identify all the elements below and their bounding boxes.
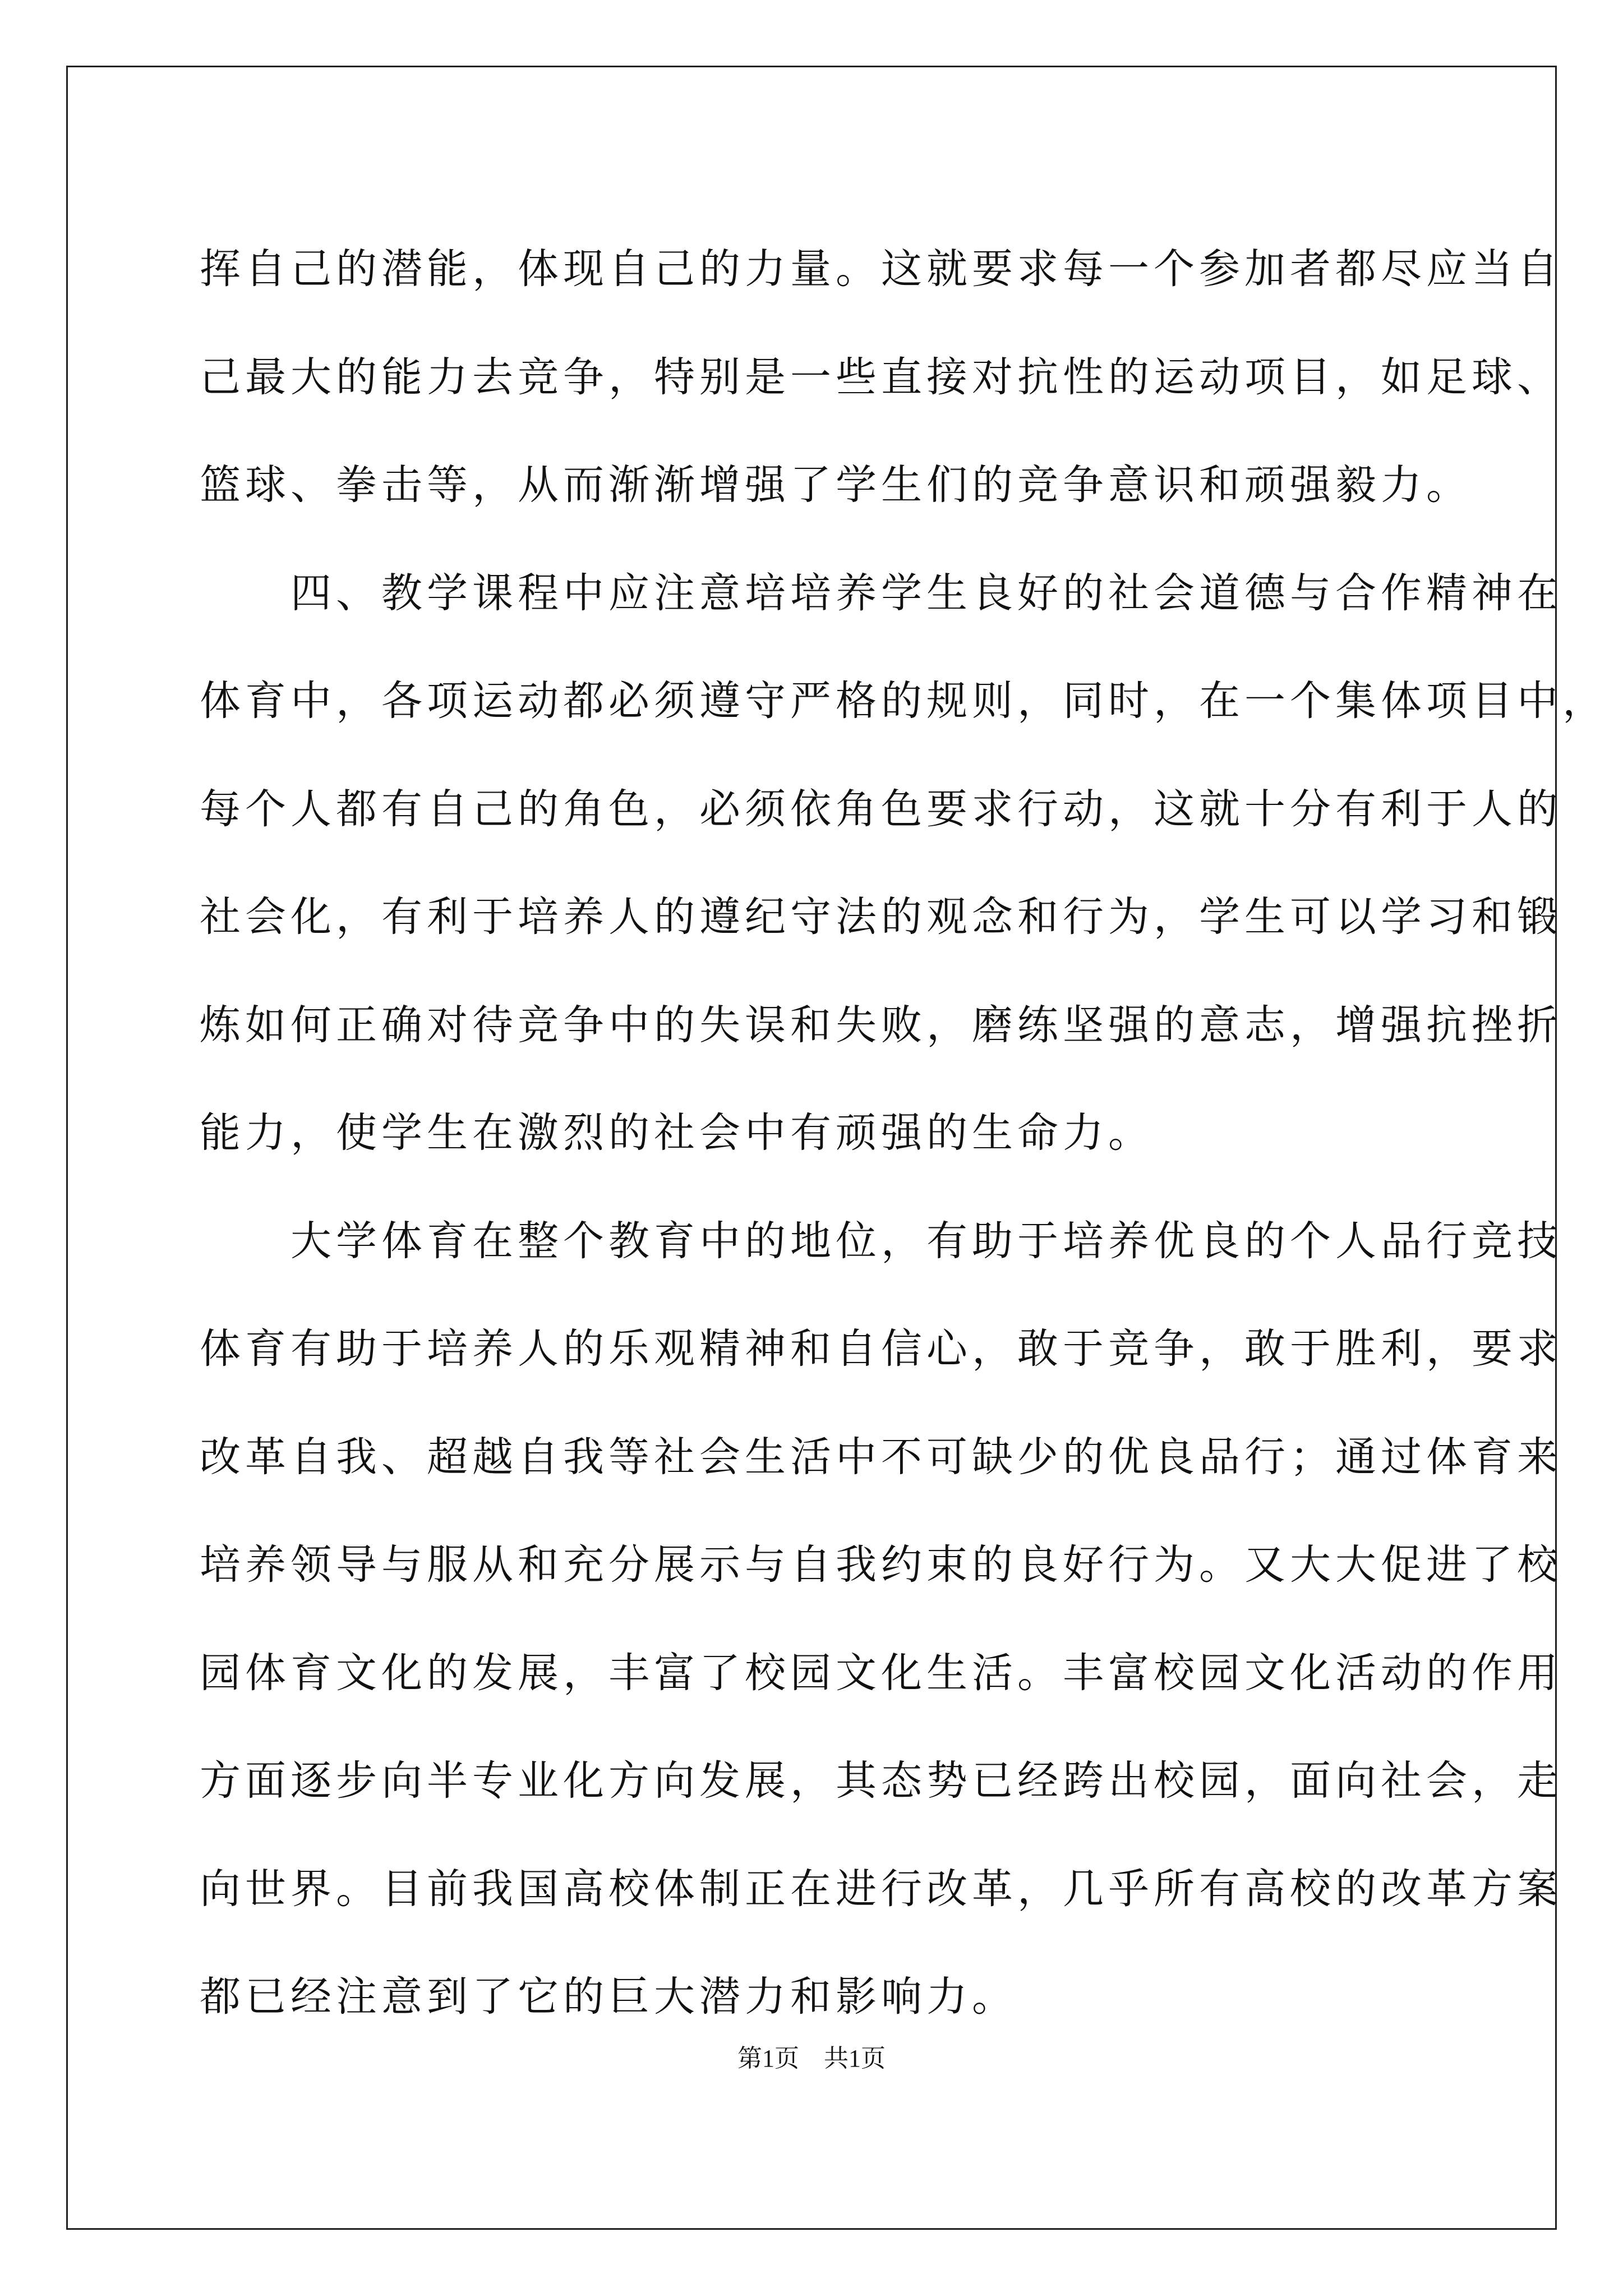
text-line-12: 改革自我、超越自我等社会生活中不可缺少的优良品行；通过体育来	[200, 1433, 1562, 1481]
text-line-5: 体育中，各项运动都必须遵守严格的规则，同时，在一个集体项目中，	[200, 677, 1608, 725]
text-line-16: 向世界。目前我国高校体制正在进行改革，几乎所有高校的改革方案	[200, 1865, 1562, 1913]
text-line-8: 炼如何正确对待竞争中的失误和失败，磨练坚强的意志，增强抗挫折	[200, 1001, 1562, 1049]
text-line-15: 方面逐步向半专业化方向发展，其态势已经跨出校园，面向社会，走	[200, 1757, 1562, 1805]
text-line-2: 己最大的能力去竞争，特别是一些直接对抗性的运动项目，如足球、	[200, 353, 1562, 401]
text-line-11: 体育有助于培养人的乐观精神和自信心，敢于竞争，敢于胜利，要求	[200, 1325, 1562, 1373]
text-line-10: 大学体育在整个教育中的地位，有助于培养优良的个人品行竞技	[200, 1217, 1562, 1265]
text-line-7: 社会化，有利于培养人的遵纪守法的观念和行为，学生可以学习和锻	[200, 893, 1562, 941]
text-line-17: 都已经注意到了它的巨大潜力和影响力。	[200, 1973, 1017, 2021]
document-body	[200, 215, 1608, 2051]
text-line-9: 能力，使学生在激烈的社会中有顽强的生命力。	[200, 1109, 1154, 1157]
text-line-1: 挥自己的潜能，体现自己的力量。这就要求每一个参加者都尽应当自	[200, 245, 1562, 293]
text-line-6: 每个人都有自己的角色，必须依角色要求行动，这就十分有利于人的	[200, 785, 1562, 833]
text-line-14: 园体育文化的发展，丰富了校园文化生活。丰富校园文化活动的作用	[200, 1649, 1562, 1697]
text-line-13: 培养领导与服从和充分展示与自我约束的良好行为。又大大促进了校	[200, 1541, 1562, 1589]
page-footer: 第1页 共1页	[737, 2045, 886, 2072]
text-line-4: 四、教学课程中应注意培培养学生良好的社会道德与合作精神在	[200, 569, 1562, 617]
text-line-3: 篮球、拳击等，从而渐渐增强了学生们的竞争意识和顽强毅力。	[200, 461, 1472, 509]
